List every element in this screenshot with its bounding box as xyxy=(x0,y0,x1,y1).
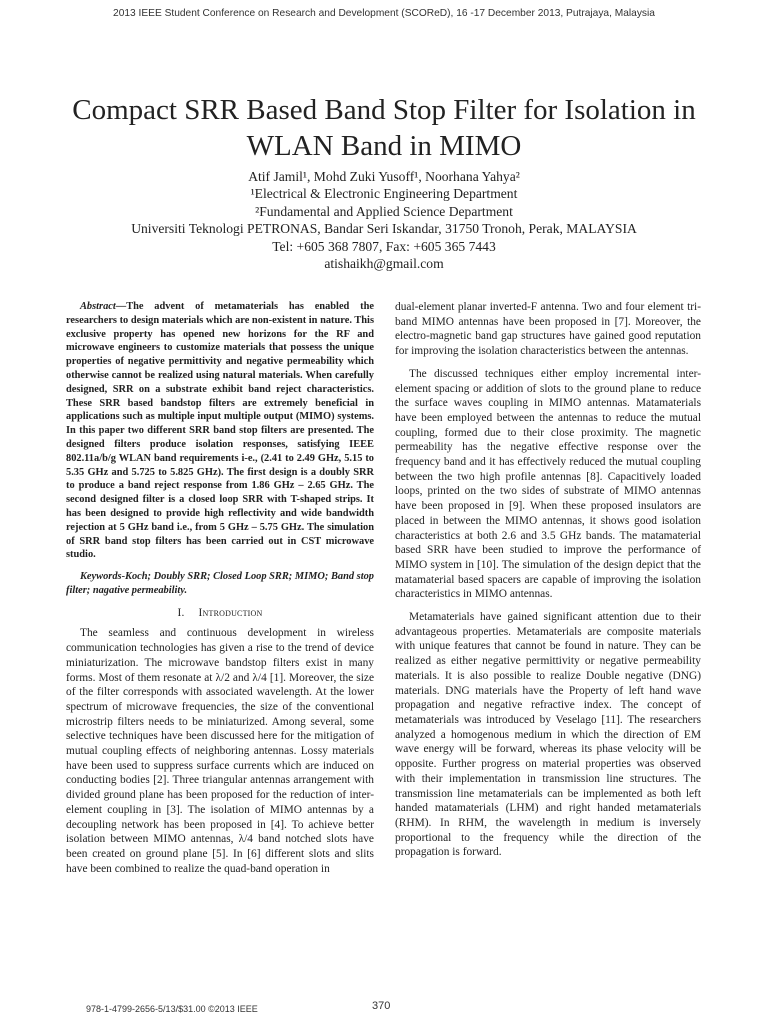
body-paragraph: dual-element planar inverted-F antenna. Two and four element tri-band MIMO antennas have been proposed in [7]. Moreover, the electro-magnetic band gap structures have gained good reputation for improving the isolation characteristics between the antennas. xyxy=(395,301,701,358)
section-number: I. xyxy=(177,606,185,619)
section-heading xyxy=(66,606,374,621)
contact-numbers: Tel: +605 368 7807, Fax: +605 365 7443 xyxy=(272,238,496,254)
body-paragraph: The discussed techniques either employ incremental inter-element spacing or addition of slots to the ground plane to reduce the surface waves coupling in MIMO antennas. Matamaterials have been employed between the antennas to reduce the mutual coupling, formed due to their close proximity. The magnetic permeability has the negative effective response over the frequency band and it has effectively reduced the mutual coupling between the two high profile antennas [8]. Capacitively loaded loops, printed on the two sides of substrate of MIMO antennas have been proposed in [9]. When these proposed insulators are placed in between the MIMO antennas, it shows good isolation characteristics at both 2.6 and 3.5 GHz bands. The matamaterial based SRR have been studied to improve the performance of MIMO system in [10]. The simulation of the design depict that the matamaterial based spacers are capable of improving the isolation characteristics in MIMO antennas. xyxy=(395,367,701,601)
body-paragraph: The seamless and continuous development in wireless communication technologies has given a rise to the trend of device miniaturization. The microwave bandstop filters exist in many forms. Most of them resonate at λ/2 and λ/4 [1]. Moreover, the size of the filter corresponds with associated wavelength. At the lower spectrum of microwave frequencies, the size of the conventional microstrip filters needs to be miniaturized. Among several, some selective techniques have been discussed here for the mitigation of mutual coupling effects of neighboring antennas. Lossy materials have been used to suppress surface currents which are induced on conducting bodies [2]. Three triangular antennas arrangement with divided ground plane has been proposed for the reduction of inter-element coupling in [3]. The isolation of MIMO antennas by a decoupling network has been proposed in [4]. To achieve better isolation between MIMO antennas, λ/4 band notched slots have been created on ground plane [5]. In [6] different slots and slits have been combined to realize the quad-band operation in xyxy=(66,627,374,875)
body-paragraph: Metamaterials have gained significant attention due to their advantageous properties. Metamaterials are composite materials with unique features that cannot be found in nature. They can be realized as either negative permittivity or negative permeability materials. It is also possible to realize Double negative (DNG) materials. DNG materials have the Property of left hand wave propagation and negative refractive index. The concept of metamaterials was introduced by Veselago [11]. The researchers analyzed a homogenous medium in which the direction of EM wave energy will be forward, whereas its phase velocity will be opposite. Further progress on material properties was observed with their implementation in transmission line structures. The transmission line metamaterials can be implemented as both left handed matamaterials (LHM) and right handed metamaterials (RHM). In RHM, the wavelength in medium is inversely proportional to the frequency while the direction of the propagation is forward. xyxy=(395,611,701,859)
author-names: Atif Jamil¹, Mohd Zuki Yusoff¹, Noorhana Yahya² xyxy=(248,169,520,184)
author-block xyxy=(40,168,728,272)
section-title: Introduction xyxy=(198,606,263,619)
affiliation-1: ¹Electrical & Electronic Engineering Department xyxy=(250,186,518,202)
page-number: 370 xyxy=(372,1000,391,1012)
abstract-text: —The advent of metamaterials has enabled the researchers to design materials which are non-existent in nature. This exclusive property has opened new horizons for the RF and microwave engineers to customize materials that possess the unique properties of negative permittivity and negative permeability which otherwise cannot be realized using natural materials. When carefully designed, SRR on a substrate exhibit band reject characteristics. These SRR based bandstop filters are extremely beneficial in applications such as multiple input multiple output (MIMO) systems. In this paper two different SRR band stop filters are presented. The designed filters produce isolation responses, satisfying IEEE 802.11a/b/g WLAN band requirements i-e., (2.41 to 2.49 GHz, 5.15 to 5.35 GHz and 5.725 to 5.825 GHz). The first design is a doubly SRR to produce a band reject response from 1.86 GHz – 2.65 GHz. The second designed filter is a closed loop SRR with T-shaped strips. It has been designed to provide high reflectivity and wide bandwidth rejection at 5 GHz band i.e., from 5 GHz – 5.75 GHz. The simulation of SRR band stop filters has been carried out in CST microwave studio. xyxy=(66,301,374,561)
right-column xyxy=(395,300,701,868)
abstract-label: Abstract xyxy=(80,301,116,312)
affiliation-2: ²Fundamental and Applied Science Department xyxy=(255,203,513,219)
paper-title: Compact SRR Based Band Stop Filter for Isolation in WLAN Band in MIMO xyxy=(72,94,696,162)
isbn-footer: 978-1-4799-2656-5/13/$31.00 ©2013 IEEE xyxy=(86,1004,258,1014)
author-email: atishaikh@gmail.com xyxy=(324,256,444,272)
abstract xyxy=(66,300,374,562)
conference-header: 2013 IEEE Student Conference on Research and Development (SCOReD), 16 -17 December 2013, Putrajaya, Malaysia xyxy=(113,8,655,19)
left-column xyxy=(66,300,374,884)
keywords: Keywords-Koch; Doubly SRR; Closed Loop SRR; MIMO; Band stop filter; nagative permeability. xyxy=(66,571,374,596)
university-address: Universiti Teknologi PETRONAS, Bandar Seri Iskandar, 31750 Tronoh, Perak, MALAYSIA xyxy=(131,221,637,237)
